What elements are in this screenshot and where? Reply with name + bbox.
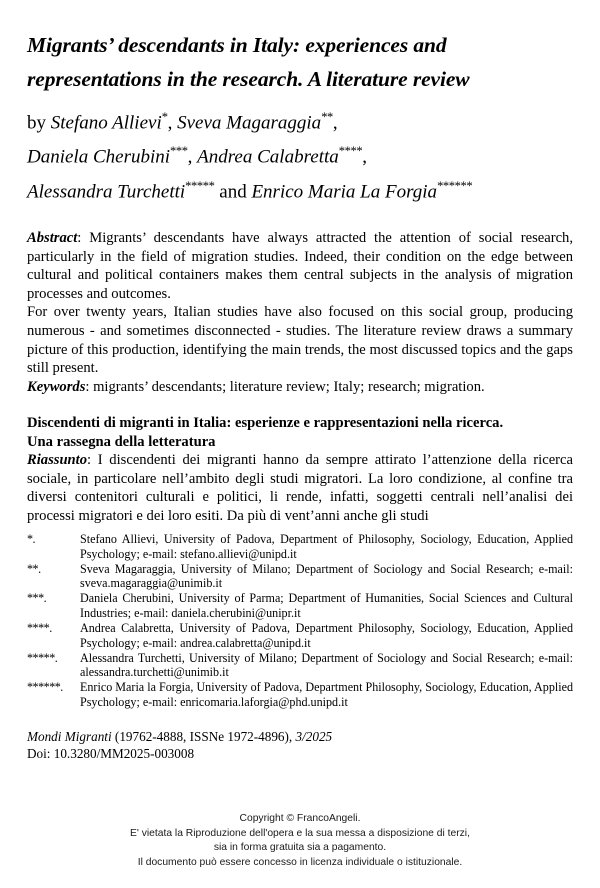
author-name-6: Enrico Maria La Forgia <box>251 180 438 202</box>
author-sep-4: , <box>362 146 367 168</box>
footnote-item <box>27 591 573 620</box>
abstract-block <box>27 229 573 526</box>
footnote-text: Sveva Magaraggia, University of Milano; Department of Sociology and Social Research; e-mail: sveva.magaraggia@unimib.it <box>80 561 573 591</box>
riassunto-label-sep: : <box>87 452 98 469</box>
footnotes <box>27 532 573 710</box>
footnote-text: Enrico Maria la Forgia, University of Padova, Department Philosophy, Sociology, Education, Applied Psychology; e-mail: enricomaria.laforgia@phd.unipd.it <box>80 680 573 710</box>
author-marker-5: ***** <box>185 178 215 193</box>
author-name-2: Sveva Magaraggia <box>177 112 322 134</box>
doi-line: Doi: 10.3280/MM2025-003008 <box>27 745 195 761</box>
author-marker-4: **** <box>338 144 363 159</box>
footnote-text: Alessandra Turchetti, University of Milano; Department of Sociology and Social Research; e-mail: alessandra.turchetti@unimib.it <box>80 650 573 680</box>
footnote-item <box>27 621 573 650</box>
footnote-marker: ****. <box>27 621 52 636</box>
author-marker-6: ****** <box>437 178 473 193</box>
journal-issue: 3/2025 <box>295 729 333 744</box>
keywords-line <box>27 378 573 397</box>
footnote-text: Daniela Cherubini, University of Parma; Department of Humanities, Social Sciences and Cultural Industries; e-mail: daniela.cherubini@unipr.it <box>80 591 573 620</box>
footnote-marker: *. <box>27 532 36 546</box>
abstract-label: Abstract <box>27 230 78 246</box>
keywords-label: Keywords <box>27 378 86 395</box>
abstract-paragraph-1 <box>27 229 573 303</box>
italian-heading-line-1: Discendenti di migranti in Italia: esperienze e rappresentazioni nella ricerca. <box>27 415 504 432</box>
author-name-1: Stefano Allievi <box>50 112 162 134</box>
author-name-3: Daniela Cherubini <box>27 146 171 168</box>
footnote-text: Stefano Allievi, University of Padova, Department of Philosophy, Sociology, Education, Applied Psychology; e-mail: stefano.allievi@unipd.it <box>80 532 573 561</box>
abstract-text-1: Migrants’ descendants have always attracted the attention of social research, particularly in the field of migration studies. Indeed, their condition on the edge between cultural and political containers makes them central subjects in the analysis of migration processes and outcomes. <box>27 230 574 302</box>
copyright-line-1: Copyright © FrancoAngeli. <box>239 813 361 824</box>
riassunto-label: Riassunto <box>27 452 88 469</box>
footnote-item <box>27 562 573 591</box>
journal-issn: (19762-4888, ISSNe 1972-4896), <box>111 729 296 744</box>
author-marker-1: * <box>161 110 168 124</box>
title-line-1: Migrants’ descendants in Italy: experiences and <box>27 33 447 58</box>
copyright-line-4: Il documento può essere concesso in licenza individuale o istituzionale. <box>137 856 463 868</box>
keywords-label-sep: : <box>85 378 94 395</box>
author-sep-2: , <box>332 112 338 134</box>
title-line-2: representations in the research. A literature review <box>27 67 470 92</box>
author-sep-1: , <box>167 112 178 134</box>
footnote-marker: ***. <box>27 591 47 606</box>
abstract-paragraph-2: For over twenty years, Italian studies have also focused on this social group, producing numerous - and sometimes disconnected - studies. The literature review draws a summary picture of this production, identifying the main trends, the most discussed topics and the gaps still present. <box>27 304 573 377</box>
footnote-marker: *****. <box>27 650 58 665</box>
keywords-text: migrants’ descendants; literature review; Italy; research; migration. <box>93 378 485 395</box>
author-name-4: Andrea Calabretta <box>197 146 339 168</box>
italian-heading-line-2: Una rassegna della letteratura <box>27 433 216 450</box>
byline-conjunction: and <box>214 180 252 202</box>
footnote-marker: ******. <box>27 680 63 695</box>
footnote-item <box>27 651 573 680</box>
abstract-label-sep: : <box>77 230 90 246</box>
footnote-marker: **. <box>27 561 41 576</box>
page-title <box>27 28 575 96</box>
footnote-text: Andrea Calabretta, University of Padova, Department Philosophy, Sociology, Education, Applied Psychology; e-mail: andrea.calabretta@unipd.it <box>80 621 573 650</box>
footnote-item <box>27 680 573 709</box>
author-name-5: Alessandra Turchetti <box>27 180 186 202</box>
riassunto-text: I discendenti dei migranti hanno da sempre attirato l’attenzione della ricerca sociale, in particolare nell’ambito degli studi migratori. La loro condizione, al confine tra diversi contenitori culturali e politici, li rende, infatti, soggetti centrali nell’analisi dei processi migratori e dei loro esiti. Da più di vent’anni anche gli studi <box>27 452 573 524</box>
journal-citation <box>27 729 573 762</box>
copyright-line-3: sia in forma gratuita sia a pagamento. <box>213 842 387 854</box>
author-marker-2: ** <box>321 110 333 124</box>
byline-prefix: by <box>27 112 51 134</box>
copyright-footer <box>0 812 600 870</box>
author-marker-3: *** <box>170 144 188 159</box>
italian-heading <box>27 414 573 451</box>
footnote-item <box>27 532 573 561</box>
author-sep-3: , <box>187 146 198 168</box>
byline <box>27 103 579 206</box>
journal-name: Mondi Migranti <box>27 729 112 744</box>
italian-abstract <box>27 451 573 525</box>
copyright-line-2: E' vietata la Riproduzione dell'opera e la sua messa a disposizione di terzi, <box>130 827 470 839</box>
